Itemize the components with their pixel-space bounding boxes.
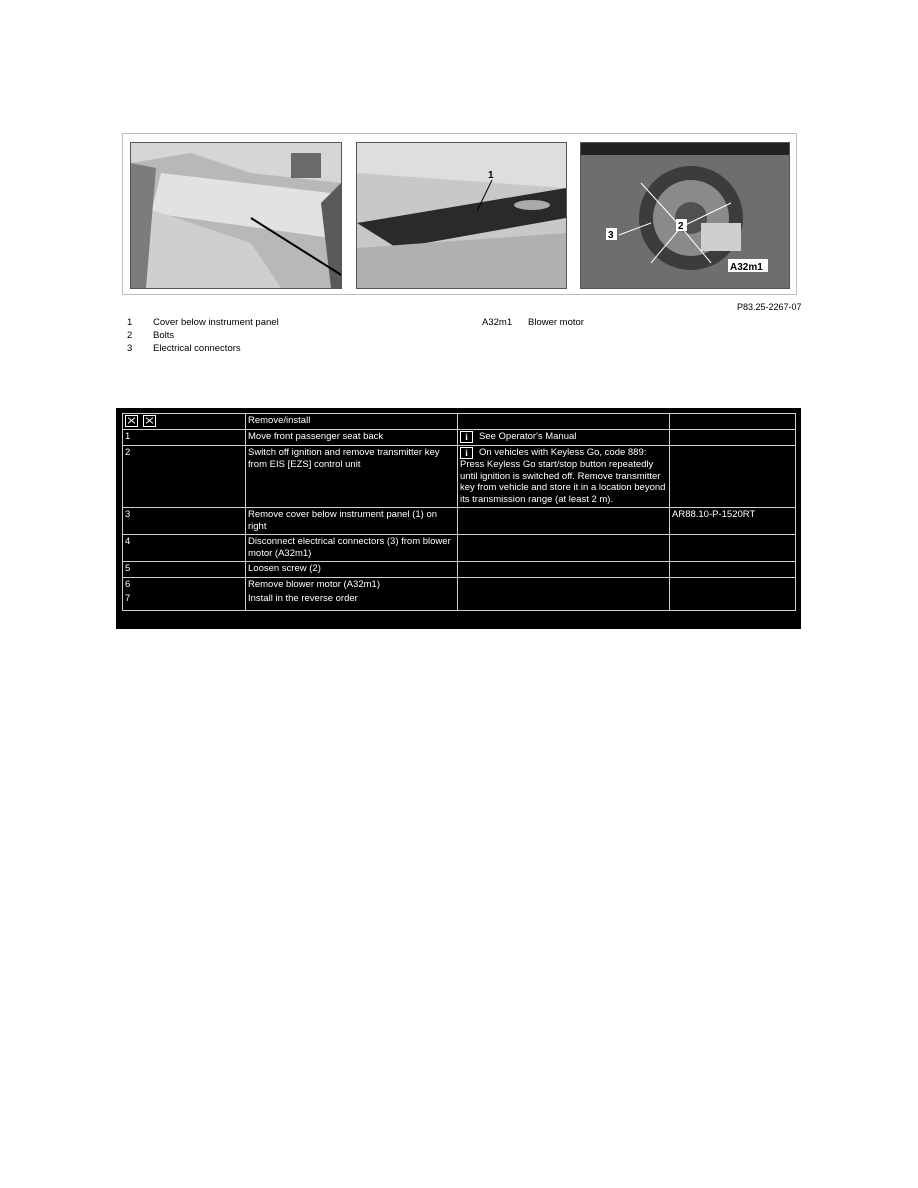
remove-symbol-icon [125,415,138,427]
info-icon: i [460,431,473,443]
callout-2: 2 [678,221,684,232]
install-symbol-icon [143,415,156,427]
callout-1: 1 [488,170,494,181]
table-row: 2 Switch off ignition and remove transmitter key from EIS [EZS] control unit i On vehicles with Keyless Go, code 889: Press Keyless Go start/stop button repeatedly until ignition is switched off. Remove transmitter key from vehicle and store it in a location beyond its transmission range (at least 2 m). [123,446,796,508]
procedure-table-panel [116,408,801,629]
table-row: 5 Loosen screw (2) [123,562,796,578]
callout-a32m1: A32m1 [730,262,763,273]
legend-item: 1 Cover below instrument panel [127,317,279,328]
table-row: 1 Move front passenger seat back i See Operator's Manual [123,430,796,446]
table-row: 4 Disconnect electrical connectors (3) from blower motor (A32m1) [123,535,796,562]
legend-right [482,316,584,329]
legend-item: 3 Electrical connectors [127,343,241,354]
table-header-row [123,414,796,430]
reference-link[interactable]: AR88.10-P-1520RT [670,508,796,535]
legend-left [127,316,279,355]
table-row: 3 Remove cover below instrument panel (1) on right AR88.10-P-1520RT [123,508,796,535]
figure-code: P83.25-2267-07 [737,302,802,312]
legend-item: 2 Bolts [127,330,175,341]
photo-cover-removed [356,142,567,289]
info-icon: i [460,447,473,459]
callout-3: 3 [608,230,614,241]
photo-dashboard-footwell [130,142,342,289]
table-row: 6 7 Remove blower motor (A32m1) Install in the reverse order [123,577,796,610]
photo-blower-motor [580,142,790,289]
legend-item: A32m1 Blower motor [482,317,584,328]
figure-frame [122,133,797,295]
procedure-table [122,413,796,611]
header-title: Remove/install [246,414,458,430]
